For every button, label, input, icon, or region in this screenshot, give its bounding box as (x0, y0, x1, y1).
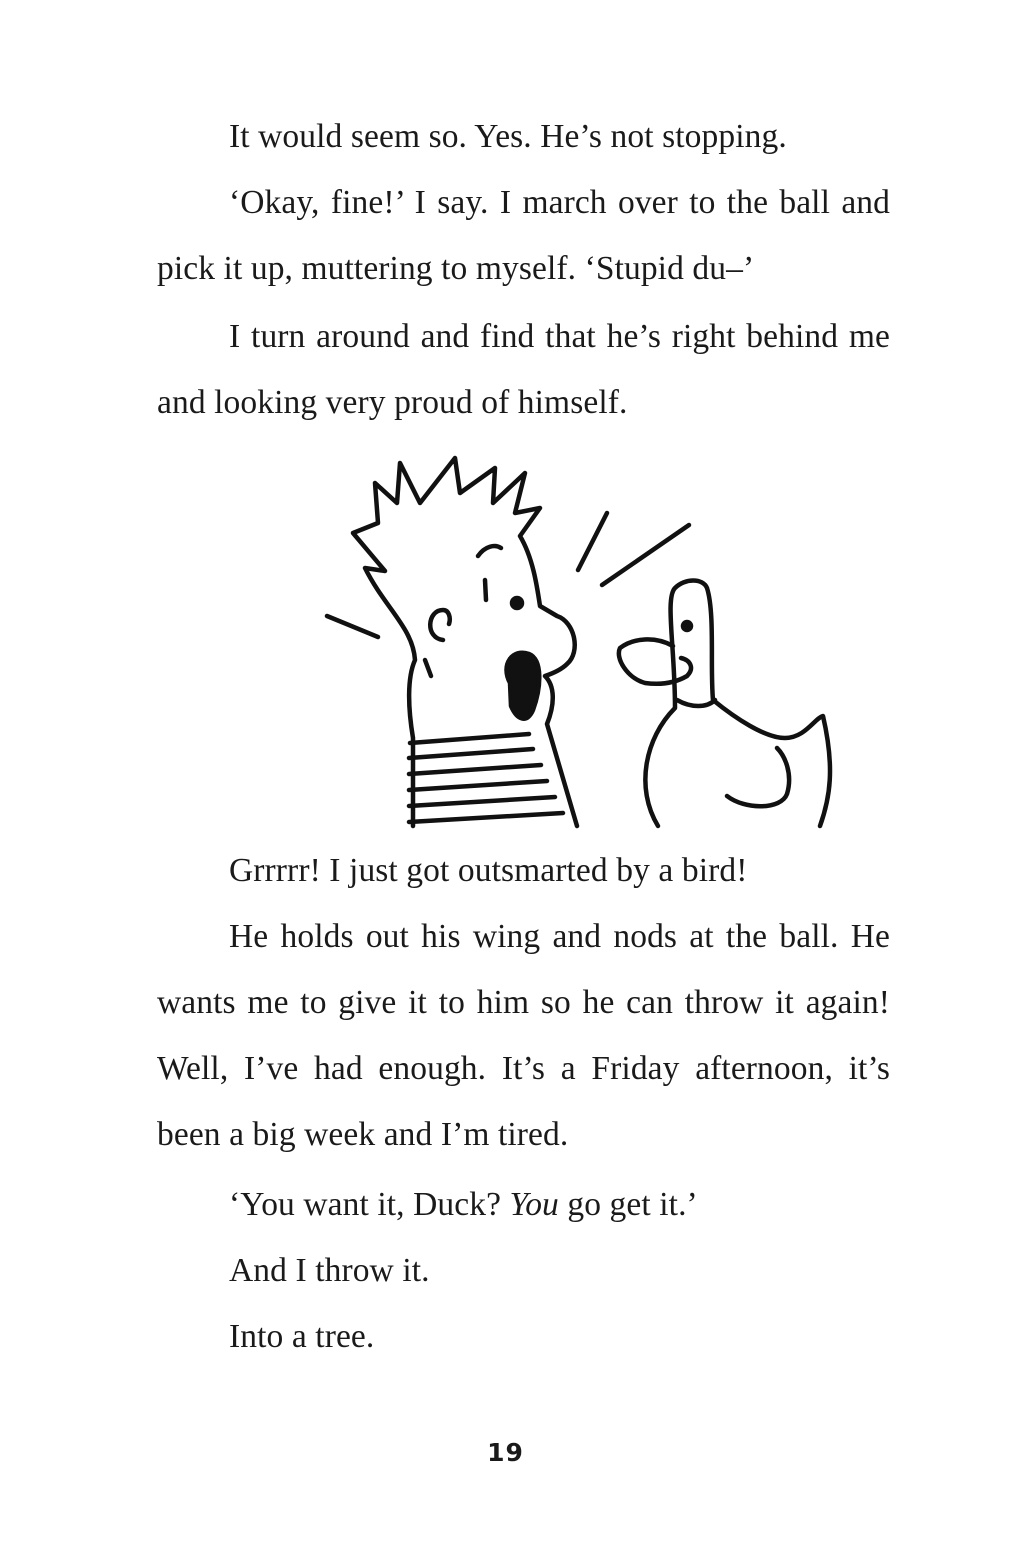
duck-eye (683, 622, 691, 630)
dialogue-start: ‘You want it, Duck? (229, 1186, 510, 1223)
paragraph-6 (157, 1172, 890, 1238)
paragraph-8: Into a tree. (229, 1318, 375, 1355)
paragraph-5: He holds out his wing and nods at the ball. He wants me to give it to him so he can throw it again! Well, I’ve had enough. It’s a Friday afternoon, it’s been a big week and I’m tired. (157, 918, 890, 1153)
paragraph-2: ‘Okay, fine!’ I say. I march over to the ball and pick it up, muttering to myself. ‘Stupid du–’ (157, 184, 890, 287)
paragraph-3: I turn around and find that he’s right behind me and looking very proud of himself. (157, 318, 890, 421)
boy-ear (430, 610, 450, 640)
page-number: 19 (487, 1438, 524, 1467)
duck-wing (727, 748, 789, 806)
boy-eye-dot (512, 598, 522, 608)
paragraph-4: Grrrrr! I just got outsmarted by a bird! (229, 852, 748, 889)
paragraph-7: And I throw it. (229, 1252, 430, 1289)
surprise-lines-right (578, 513, 689, 585)
emphasis-you: You (509, 1186, 559, 1223)
duck-neck-ring (677, 700, 715, 706)
boy-eyebrow (478, 546, 501, 556)
boy-eye (485, 580, 486, 600)
paragraph-1: It would seem so. Yes. He’s not stopping. (229, 118, 787, 155)
surprise-lines-left (327, 616, 378, 637)
dialogue-end: go get it.’ (558, 1186, 698, 1223)
duck-body (645, 581, 830, 827)
boy-mouth (506, 653, 539, 719)
boy-and-duck-illustration (315, 438, 835, 830)
boy-striped-shirt (409, 734, 563, 822)
duck-beak (619, 639, 691, 683)
boy-cheek (425, 660, 431, 676)
